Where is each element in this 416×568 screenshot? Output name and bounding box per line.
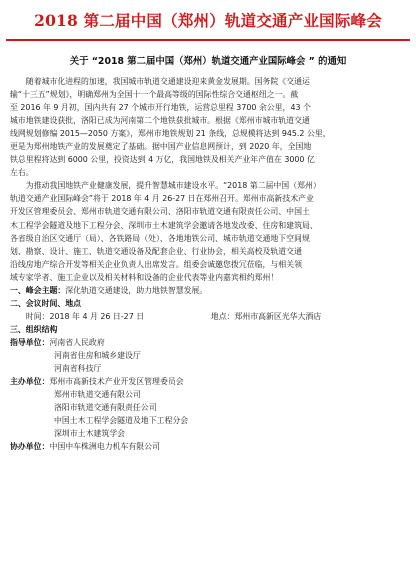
- notice-title: 关于 “2018 第二届中国（郑州）轨道交通产业国际峰会 ” 的通知: [69, 56, 347, 67]
- summit-banner-title: 2018 第二届中国（郑州）轨道交通产业国际峰会: [34, 11, 382, 30]
- section-heading: 二、会议时间、地点: [10, 298, 82, 308]
- org-name: 郑州市高新技术产业开发区管理委员会: [49, 377, 184, 387]
- text-line: 随着城市化进程的加速，我国城市轨道交通建设迎来黄金发展期。国务院《交通运: [25, 77, 310, 86]
- text-line: 为推动我国地铁产业健康发展，提升智慧城市建设水平。“2018 第二届中国（郑州）: [25, 181, 321, 191]
- meeting-time: 时间：2018 年 4 月 26 日-27 日: [25, 311, 145, 321]
- org-name: 河南省人民政府: [49, 337, 105, 347]
- guide-label: 指导单位：: [10, 337, 50, 347]
- text-line: 左右。: [10, 168, 34, 178]
- time-place-row: [10, 310, 406, 323]
- text-line: 域专家学者、施工企业以及相关材料和设备的企业代表等业内嘉宾相约郑州！: [10, 272, 279, 282]
- coorganizer-label: 协办单位：: [10, 442, 50, 452]
- guide-unit-row: [10, 336, 406, 349]
- host-unit-row: [10, 375, 406, 388]
- text-line: 各省级自治区交通厅（局）、各铁路局（处）、各地地铁公司、城市轨道交通地下空间规: [10, 233, 310, 243]
- text-line: 开发区管理委员会、郑州市轨道交通有限公司、洛阳市轨道交通有限责任公司、中国土: [10, 207, 310, 217]
- invitation-paragraph: [10, 179, 406, 283]
- org-name: 中国中车株洲电力机车有限公司: [49, 442, 160, 452]
- org-name: 中国土木工程学会隧道及地下工程分会: [54, 416, 189, 426]
- text-line: 沿线房地产综合开发等相关企业负责人出席发言。组委会诚邀您拨冗莅临，与相关领: [10, 259, 302, 269]
- text-line: 至 2016 年 9 月初，国内共有 27 个城市开行地铁，运营总里程 3700 余公里，43 个: [10, 103, 311, 113]
- org-name: 河南省住房和城乡建设厅: [54, 350, 141, 360]
- text-line: 轨道交通产业国际峰会”将于 2018 年 4 月 26-27 日在郑州召开。郑州市高新技术产业: [10, 194, 314, 204]
- coorganizer-row: [10, 440, 406, 453]
- text-line: 城市地铁建设获批，洛阳已成为河南第二个地铁获批城市。根据《郑州市城市轨道交通: [10, 116, 310, 126]
- red-divider: [6, 39, 410, 41]
- text-line: 划、勘察、设计、施工、轨道交通设备及配套企业、行业协会，相关高校及轨道交通: [10, 246, 302, 256]
- org-name: 郑州市轨道交通有限公司: [54, 390, 141, 400]
- host-label: 主办单位：: [10, 377, 50, 387]
- text-line: 线网规划修编 2015—2050 方案》，郑州市地铁规划 21 条线，总规模将达到 945.2 公里，: [10, 129, 331, 139]
- section-heading: 三、组织结构: [10, 324, 58, 334]
- text-line: 输“十三五”规划》，明确郑州为全国十一个最高等级的国际性综合交通枢纽之一。截: [10, 90, 299, 100]
- org-name: 河南省科技厅: [54, 364, 102, 374]
- theme-text: 深化轨道交通建设，助力地铁智慧发展。: [65, 285, 208, 295]
- text-line: 木工程学会隧道及地下工程分会、深圳市土木建筑学会邀请各地发改委、住房和建筑局、: [10, 220, 318, 230]
- section-theme: [10, 284, 406, 297]
- org-name: 洛阳市轨道交通有限责任公司: [54, 403, 157, 413]
- intro-paragraph: [10, 75, 406, 179]
- section-heading: 一、峰会主题：: [10, 285, 66, 295]
- org-name: 深圳市土木建筑学会: [54, 429, 126, 439]
- meeting-place: 地点：郑州市高新区光华大酒店: [210, 311, 322, 321]
- text-line: 铁总里程将达到 6000 公里，投资达到 4 万亿，我国地铁及相关产业年产值在 3000 亿: [10, 155, 315, 165]
- text-line: 更是为郑州地铁产业的发展奠定了基础。据中国产业信息网预计，到 2020 年，全国地: [10, 142, 312, 152]
- notice-body: [0, 75, 416, 453]
